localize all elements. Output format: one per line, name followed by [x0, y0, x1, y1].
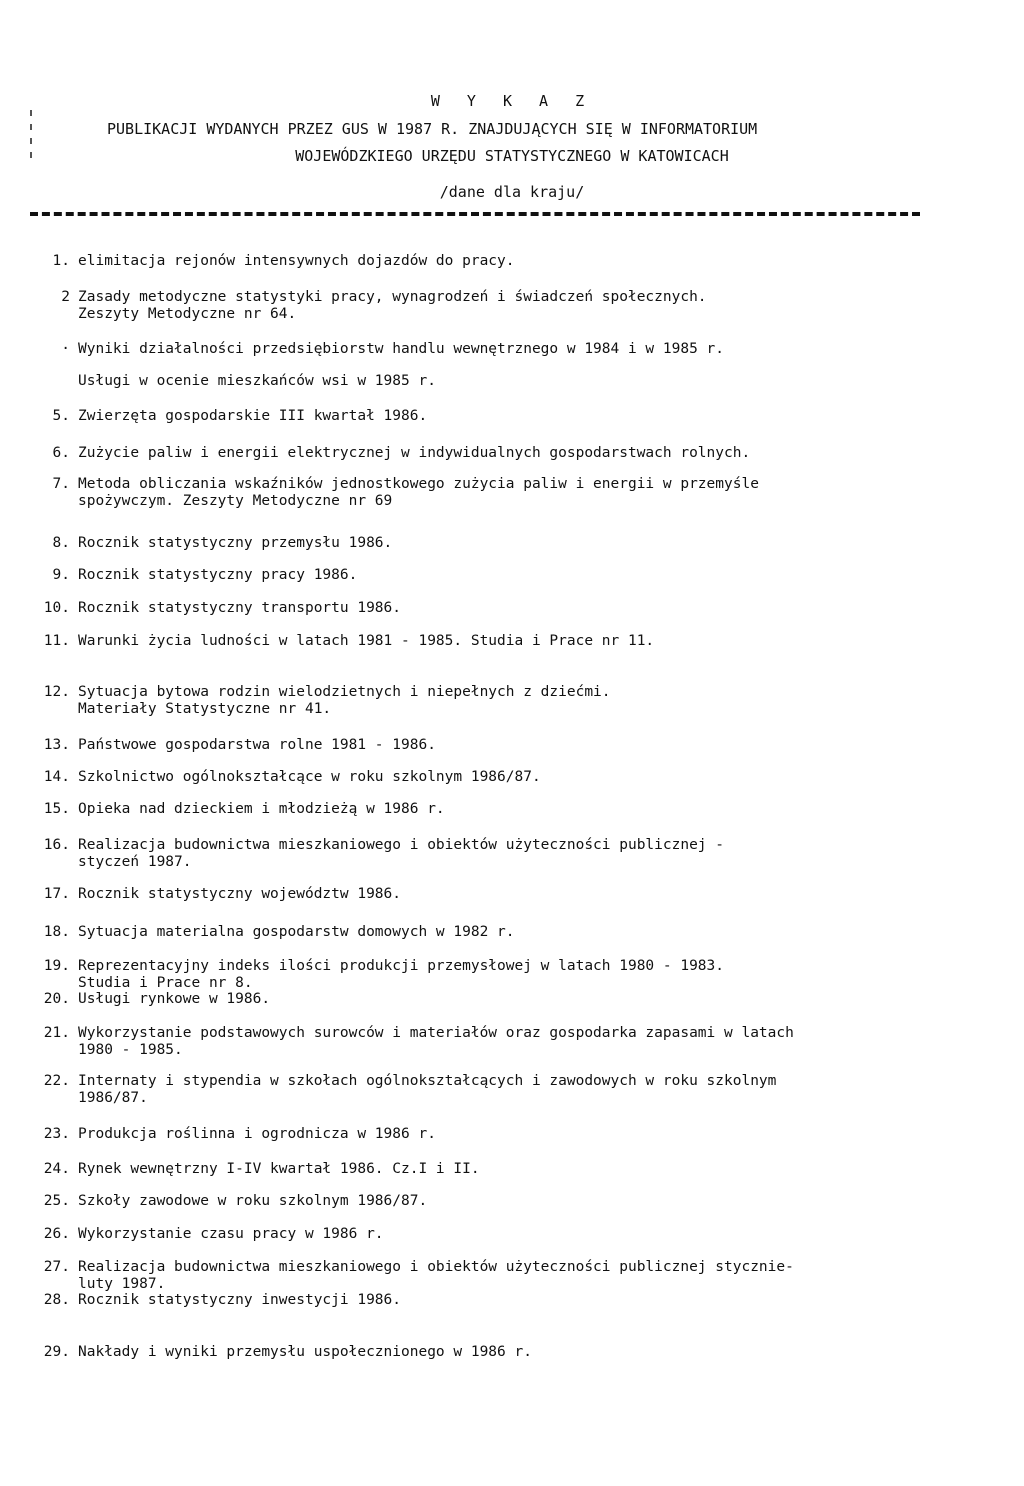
- item-number: 28.: [43, 1292, 70, 1308]
- item-number: 13.: [43, 737, 70, 753]
- item-text-line: elimitacja rejonów intensywnych dojazdów do pracy.: [78, 253, 515, 269]
- item-text-line: styczeń 1987.: [78, 854, 192, 870]
- item-text: [78, 1344, 532, 1361]
- item-text-line: Internaty i stypendia w szkołach ogólnokształcących i zawodowych w roku szkolnym: [78, 1073, 777, 1089]
- item-text-line: Rynek wewnętrzny I-IV kwartał 1986. Cz.I i II.: [78, 1161, 480, 1177]
- item-text-line: Studia i Prace nr 8.: [78, 975, 253, 991]
- item-number: 18.: [43, 924, 70, 940]
- item-text: [78, 600, 401, 617]
- header-line-2: WOJEWÓDZKIEGO URZĘDU STATYSTYCZNEGO W KATOWICACH: [295, 147, 729, 165]
- header-line-1: PUBLIKACJI WYDANYCH PRZEZ GUS W 1987 R. ZNAJDUJĄCYCH SIĘ W INFORMATORIUM: [107, 120, 758, 138]
- item-text-line: Wykorzystanie podstawowych surowców i materiałów oraz gospodarka zapasami w latach: [78, 1025, 794, 1041]
- item-text: [78, 535, 392, 552]
- item-text: [78, 567, 357, 584]
- item-text: [78, 1292, 401, 1309]
- item-number: 20.: [43, 991, 70, 1007]
- item-number: 27.: [43, 1259, 70, 1275]
- item-text-line: Państwowe gospodarstwa rolne 1981 - 1986.: [78, 737, 436, 753]
- item-text-line: Realizacja budownictwa mieszkaniowego i obiektów użyteczności publicznej -: [78, 837, 725, 853]
- item-text-line: Usługi rynkowe w 1986.: [78, 991, 271, 1007]
- item-text: [78, 769, 541, 786]
- item-text-line: Zużycie paliw i energii elektrycznej w indywidualnych gospodarstwach rolnych.: [78, 445, 751, 461]
- item-number: 23.: [43, 1126, 70, 1142]
- item-number: 12.: [43, 684, 70, 700]
- item-text: [78, 1259, 794, 1293]
- item-text-line: 1986/87.: [78, 1090, 148, 1106]
- item-number: 9.: [52, 567, 70, 583]
- item-text: [78, 1161, 480, 1178]
- item-text-line: Wyniki działalności przedsiębiorstw handlu wewnętrznego w 1984 i w 1985 r.: [78, 341, 725, 357]
- item-number: 25.: [43, 1193, 70, 1209]
- item-text-line: Warunki życia ludności w latach 1981 - 1985. Studia i Prace nr 11.: [78, 633, 655, 649]
- item-number: 7.: [52, 476, 70, 492]
- item-number: 24.: [43, 1161, 70, 1177]
- item-number: 16.: [43, 837, 70, 853]
- item-text: [78, 924, 515, 941]
- item-number: 1.: [52, 253, 70, 269]
- item-text-line: Rocznik statystyczny województw 1986.: [78, 886, 402, 902]
- item-text: [78, 408, 427, 425]
- item-text: [78, 1025, 794, 1059]
- header-line-3: /dane dla kraju/: [439, 183, 585, 201]
- item-text: [78, 801, 445, 818]
- item-text: [78, 991, 270, 1008]
- item-text: [78, 1226, 384, 1243]
- item-text-line: Realizacja budownictwa mieszkaniowego i obiektów użyteczności publicznej stycznie-: [78, 1259, 794, 1275]
- item-text: [78, 1193, 427, 1210]
- item-text: [78, 253, 515, 270]
- item-text-line: Zasady metodyczne statystyki pracy, wynagrodzeń i świadczeń społecznych.: [78, 289, 707, 305]
- item-text-line: Szkolnictwo ogólnokształcące w roku szkolnym 1986/87.: [78, 769, 541, 785]
- item-text-line: Rocznik statystyczny przemysłu 1986.: [78, 535, 393, 551]
- item-number: 17.: [43, 886, 70, 902]
- item-text-line: Reprezentacyjny indeks ilości produkcji przemysłowej w latach 1980 - 1983.: [78, 958, 725, 974]
- item-text-line: Zwierzęta gospodarskie III kwartał 1986.: [78, 408, 428, 424]
- item-text-line: Rocznik statystyczny transportu 1986.: [78, 600, 402, 616]
- item-number: 26.: [43, 1226, 70, 1242]
- item-text-line: luty 1987.: [78, 1276, 166, 1292]
- item-text-line: Nakłady i wyniki przemysłu uspołecznionego w 1986 r.: [78, 1344, 532, 1360]
- item-text: [78, 737, 436, 754]
- item-number: 5.: [52, 408, 70, 424]
- item-number: 8.: [52, 535, 70, 551]
- item-text: [78, 1126, 436, 1143]
- item-text: [78, 886, 401, 903]
- item-text: [78, 289, 707, 323]
- item-text-line: Wykorzystanie czasu pracy w 1986 r.: [78, 1226, 384, 1242]
- item-text-line: Rocznik statystyczny pracy 1986.: [78, 567, 358, 583]
- item-number: ·: [61, 341, 70, 357]
- item-text: [78, 341, 724, 358]
- item-text-line: Rocznik statystyczny inwestycji 1986.: [78, 1292, 402, 1308]
- item-text: [78, 1073, 776, 1107]
- item-number: 15.: [43, 801, 70, 817]
- item-text: [78, 373, 436, 390]
- item-text-line: Opieka nad dzieckiem i młodzieżą w 1986 r.: [78, 801, 445, 817]
- item-text: [78, 476, 759, 510]
- header-divider: [30, 212, 920, 216]
- item-text-line: Metoda obliczania wskaźników jednostkowego zużycia paliw i energii w przemyśle: [78, 476, 759, 492]
- item-text-line: Sytuacja materialna gospodarstw domowych w 1982 r.: [78, 924, 515, 940]
- item-number: 6.: [52, 445, 70, 461]
- item-text: [78, 633, 654, 650]
- item-number: 22.: [43, 1073, 70, 1089]
- item-text-line: Materiały Statystyczne nr 41.: [78, 701, 332, 717]
- item-number: 19.: [43, 958, 70, 974]
- item-text-line: Sytuacja bytowa rodzin wielodzietnych i niepełnych z dziećmi.: [78, 684, 611, 700]
- document-title: W Y K A Z: [430, 92, 594, 110]
- item-text: [78, 684, 611, 718]
- item-number: 11.: [43, 633, 70, 649]
- item-text-line: Zeszyty Metodyczne nr 64.: [78, 306, 297, 322]
- item-number: 29.: [43, 1344, 70, 1360]
- item-text-line: spożywczym. Zeszyty Metodyczne nr 69: [78, 493, 393, 509]
- item-number: 21.: [43, 1025, 70, 1041]
- item-text: [78, 445, 750, 462]
- item-number: 14.: [43, 769, 70, 785]
- item-text-line: Szkoły zawodowe w roku szkolnym 1986/87.: [78, 1193, 428, 1209]
- item-number: 2: [61, 289, 70, 305]
- item-text-line: 1980 - 1985.: [78, 1042, 183, 1058]
- item-text: [78, 837, 724, 871]
- item-number: 10.: [43, 600, 70, 616]
- item-text-line: Produkcja roślinna i ogrodnicza w 1986 r.: [78, 1126, 436, 1142]
- item-text: [78, 958, 724, 992]
- item-text-line: Usługi w ocenie mieszkańców wsi w 1985 r.: [78, 373, 436, 389]
